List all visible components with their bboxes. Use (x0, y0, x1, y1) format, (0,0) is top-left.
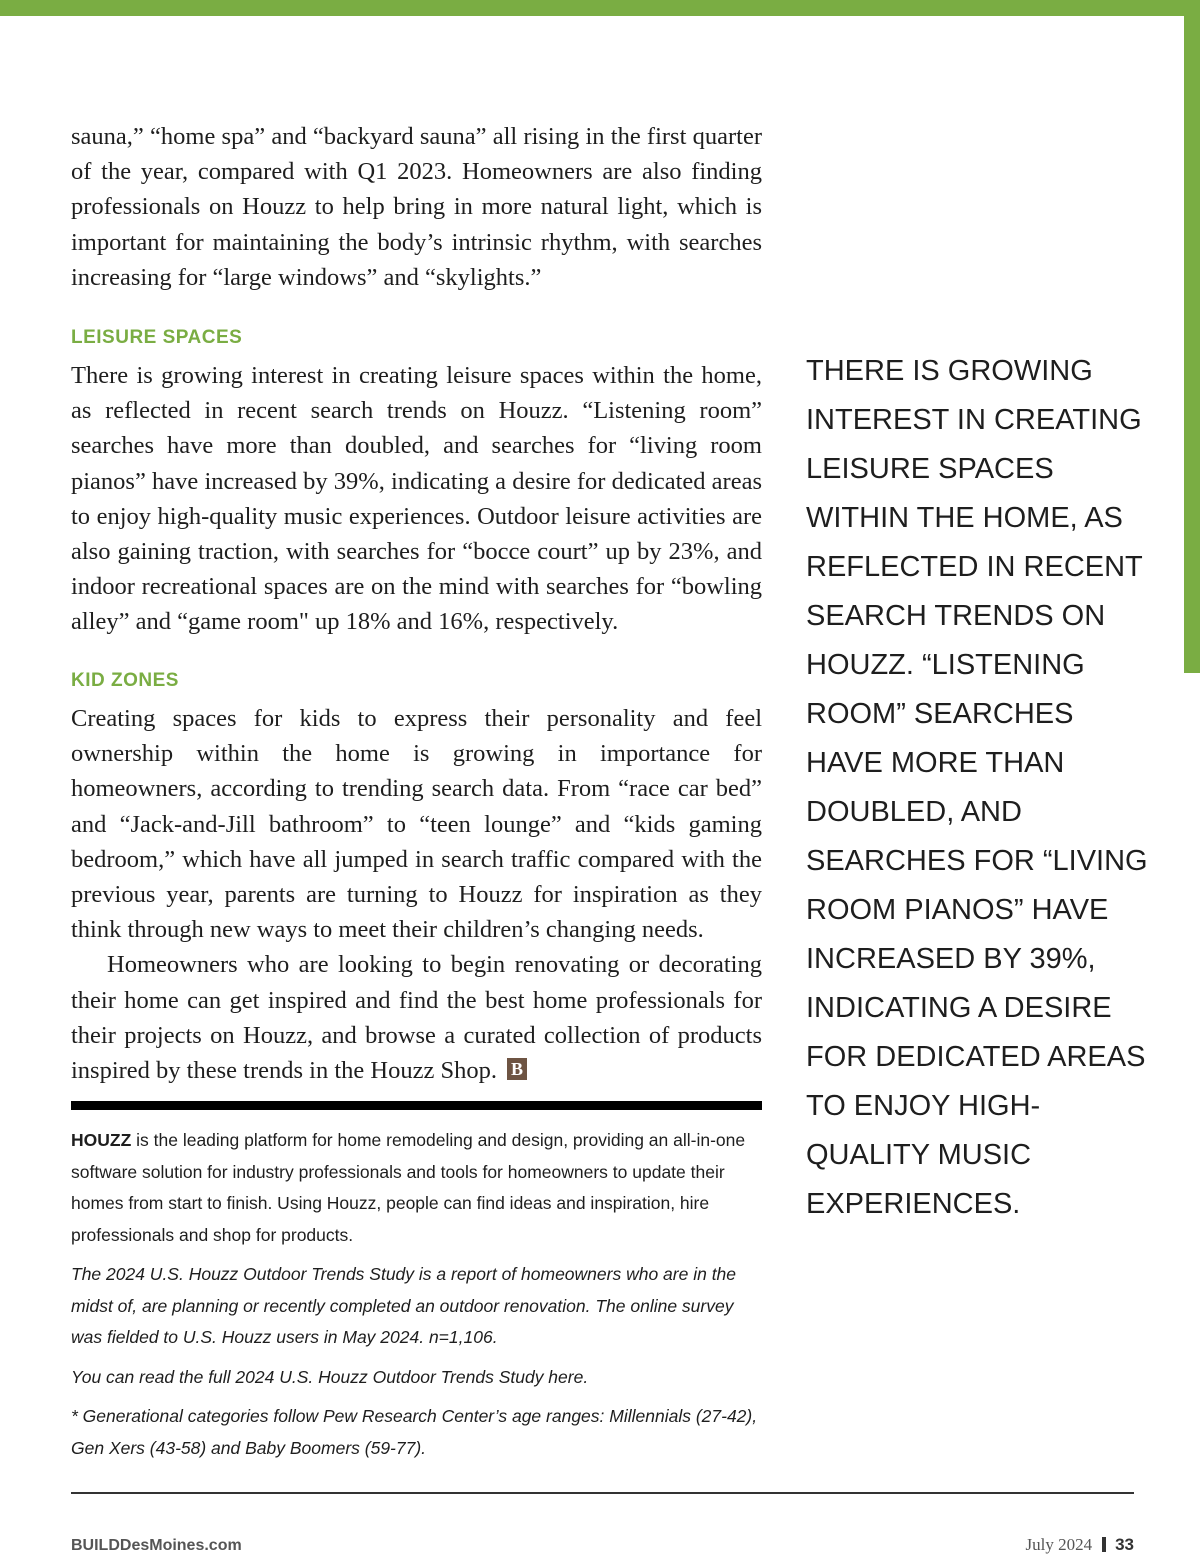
section-heading-leisure-spaces: LEISURE SPACES (71, 327, 243, 348)
section-heading-kid-zones: KID ZONES (71, 670, 179, 691)
top-accent-bar (0, 0, 1200, 16)
kid-zones-paragraph-2-text: Homeowners who are looking to begin renovating or decorating their home can get inspired and find the best home professionals for their projects on Houzz, and browse a curated collection of products inspired by these trends in the Houzz Shop. (71, 951, 762, 1085)
pull-quote: THERE IS GROWING INTEREST IN CREATING LEISURE SPACES WITHIN THE HOME, AS REFLECTED IN RECENT SEARCH TRENDS ON HOUZZ. “LISTENING ROOM” SEARCHES HAVE MORE THAN DOUBLED, AND SEARCHES FOR “LIVING ROOM PIANOS” HAVE INCREASED BY 39%, INDICATING A DESIRE FOR DEDICATED AREAS TO ENJOY HIGH-QUALITY MUSIC EXPERIENCES. (806, 355, 1148, 1220)
footer-website[interactable]: BUILDDesMoines.com (71, 1537, 242, 1554)
company-description: is the leading platform for home remodeling and design, providing an all-in-one software solution for industry professionals and tools for homeowners to update their homes from start to finish. Using Houzz, people can find ideas and inspiration, hire professionals and shop for products. (71, 1130, 746, 1245)
section-leisure-spaces (71, 326, 762, 640)
company-name: HOUZZ (71, 1130, 132, 1150)
footer-date: July 2024 (1025, 1535, 1093, 1554)
kid-zones-paragraph-2 (71, 947, 762, 1088)
footer-page-number: 33 (1115, 1535, 1134, 1554)
kid-zones-paragraph-1: Creating spaces for kids to express their personality and feel ownership within the home is growing in importance for homeowners, according to trending search data. From “race car bed” and “Jack-and-Jill bathroom” to “teen lounge” and “kids gaming bedroom,” which have all jumped in search traffic compared with the previous year, parents are turning to Houzz for inspiration as they think through new ways to meet their children’s changing needs. (71, 705, 762, 944)
leisure-spaces-paragraph: There is growing interest in creating leisure spaces within the home, as reflected in recent search trends on Houzz. “Listening room” searches have more than doubled, and searches for “living room pianos” have increased by 39%, indicating a desire for dedicated areas to enjoy high-quality music experiences. Outdoor leisure activities are also gaining traction, with searches for “bocce court” up by 23%, and indoor recreational spaces are on the mind with searches for “bowling alley” and “game room" up 18% and 16%, respectively. (71, 362, 762, 636)
build-logo-end-mark: B (507, 1058, 527, 1080)
section-divider (71, 1101, 762, 1110)
notes-block (71, 1125, 762, 1464)
intro-paragraph: sauna,” “home spa” and “backyard sauna” all rising in the first quarter of the year, compared with Q1 2023. Homeowners are also finding professionals on Houzz to help bring in more natural light, which is important for maintaining the body’s intrinsic rhythm, with searches increasing for “large windows” and “skylights.” (71, 123, 762, 291)
company-note (71, 1125, 762, 1251)
footer-page-info (1025, 1535, 1134, 1555)
generational-note: * Generational categories follow Pew Research Center’s age ranges: Millennials (27-42), Gen Xers (43-58) and Baby Boomers (59-77). (71, 1406, 758, 1458)
footer-separator (1102, 1537, 1106, 1552)
study-note: The 2024 U.S. Houzz Outdoor Trends Study is a report of homeowners who are in the midst of, are planning or recently completed an outdoor renovation. The online survey was fielded to U.S. Houzz users in May 2024. n=1,106. (71, 1264, 737, 1347)
side-accent-bar (1184, 0, 1200, 673)
footer-rule (71, 1492, 1134, 1494)
section-kid-zones (71, 669, 762, 1088)
intro-block (71, 119, 762, 295)
read-more-link[interactable]: You can read the full 2024 U.S. Houzz Outdoor Trends Study here. (71, 1366, 589, 1387)
